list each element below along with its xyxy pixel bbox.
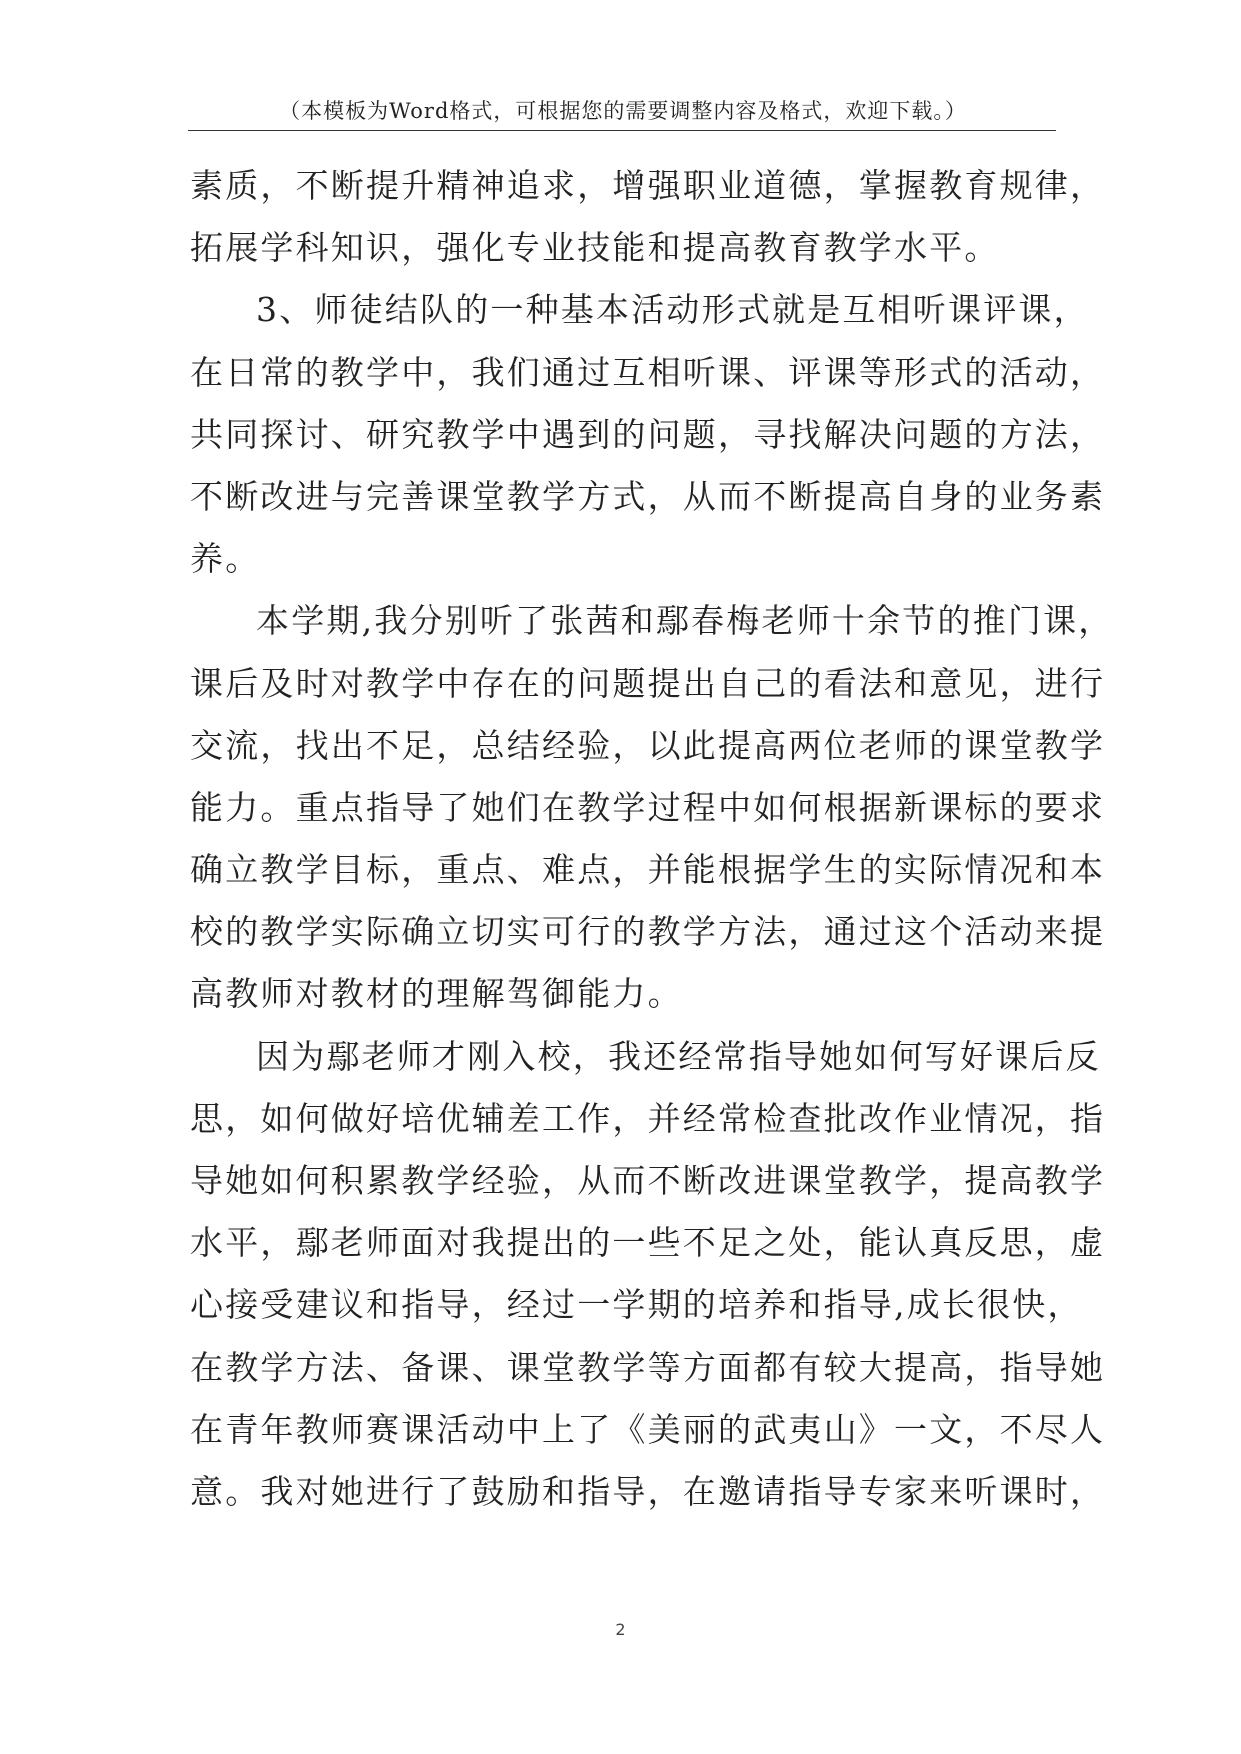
text-line: 素质，不断提升精神追求，增强职业道德，掌握教育规律， <box>190 166 1106 205</box>
text-line: 不断改进与完善课堂教学方式，从而不断提高自身的业务素 <box>190 476 1106 516</box>
text-line: 意。我对她进行了鼓励和指导，在邀请指导专家来听课时， <box>190 1471 1106 1511</box>
paragraph-start-line: 本学期,我分别听了张茜和鄢春梅老师十余节的推门课， <box>256 601 1114 641</box>
text-line: 确立教学目标，重点、难点，并能根据学生的实际情况和本 <box>190 850 1106 890</box>
text-line: 水平，鄢老师面对我提出的一些不足之处，能认真反思，虚 <box>190 1223 1106 1263</box>
text-line: 交流，找出不足，总结经验，以此提高两位老师的课堂教学 <box>190 725 1106 765</box>
text-line: 高教师对教材的理解驾御能力。 <box>190 974 683 1014</box>
header-divider <box>188 130 1056 131</box>
text-line: 拓展学科知识，强化专业技能和提高教育教学水平。 <box>190 228 1000 268</box>
text-line: 共同探讨、研究教学中遇到的问题，寻找解决问题的方法， <box>190 414 1106 454</box>
text-line: 养。 <box>190 539 261 579</box>
template-note-header: （本模板为Word格式，可根据您的需要调整内容及格式，欢迎下载。） <box>279 99 967 123</box>
text-line: 在青年教师赛课活动中上了《美丽的武夷山》一文，不尽人 <box>190 1409 1106 1449</box>
text-line: 在教学方法、备课、课堂教学等方面都有较大提高，指导她 <box>190 1347 1106 1387</box>
text-line: 课后及时对教学中存在的问题提出自己的看法和意见，进行 <box>190 663 1106 703</box>
text-line: 思，如何做好培优辅差工作，并经常检查批改作业情况，指 <box>190 1098 1106 1138</box>
text-line: 在日常的教学中，我们通过互相听课、评课等形式的活动， <box>190 352 1106 392</box>
text-line: 心接受建议和指导，经过一学期的培养和指导,成长很快， <box>190 1285 1083 1325</box>
paragraph-start-line: 因为鄢老师才刚入校，我还经常指导她如何写好课后反 <box>256 1036 1101 1076</box>
page-number: 2 <box>615 1620 626 1639</box>
document-body <box>190 155 1114 1523</box>
text-line: 校的教学实际确立切实可行的教学方法，通过这个活动来提 <box>190 912 1106 952</box>
paragraph-start-line: 3、师徒结队的一种基本活动形式就是互相听课评课， <box>256 290 1089 330</box>
text-line: 导她如何积累教学经验，从而不断改进课堂教学，提高教学 <box>190 1161 1106 1200</box>
text-line: 能力。重点指导了她们在教学过程中如何根据新课标的要求 <box>190 787 1106 827</box>
